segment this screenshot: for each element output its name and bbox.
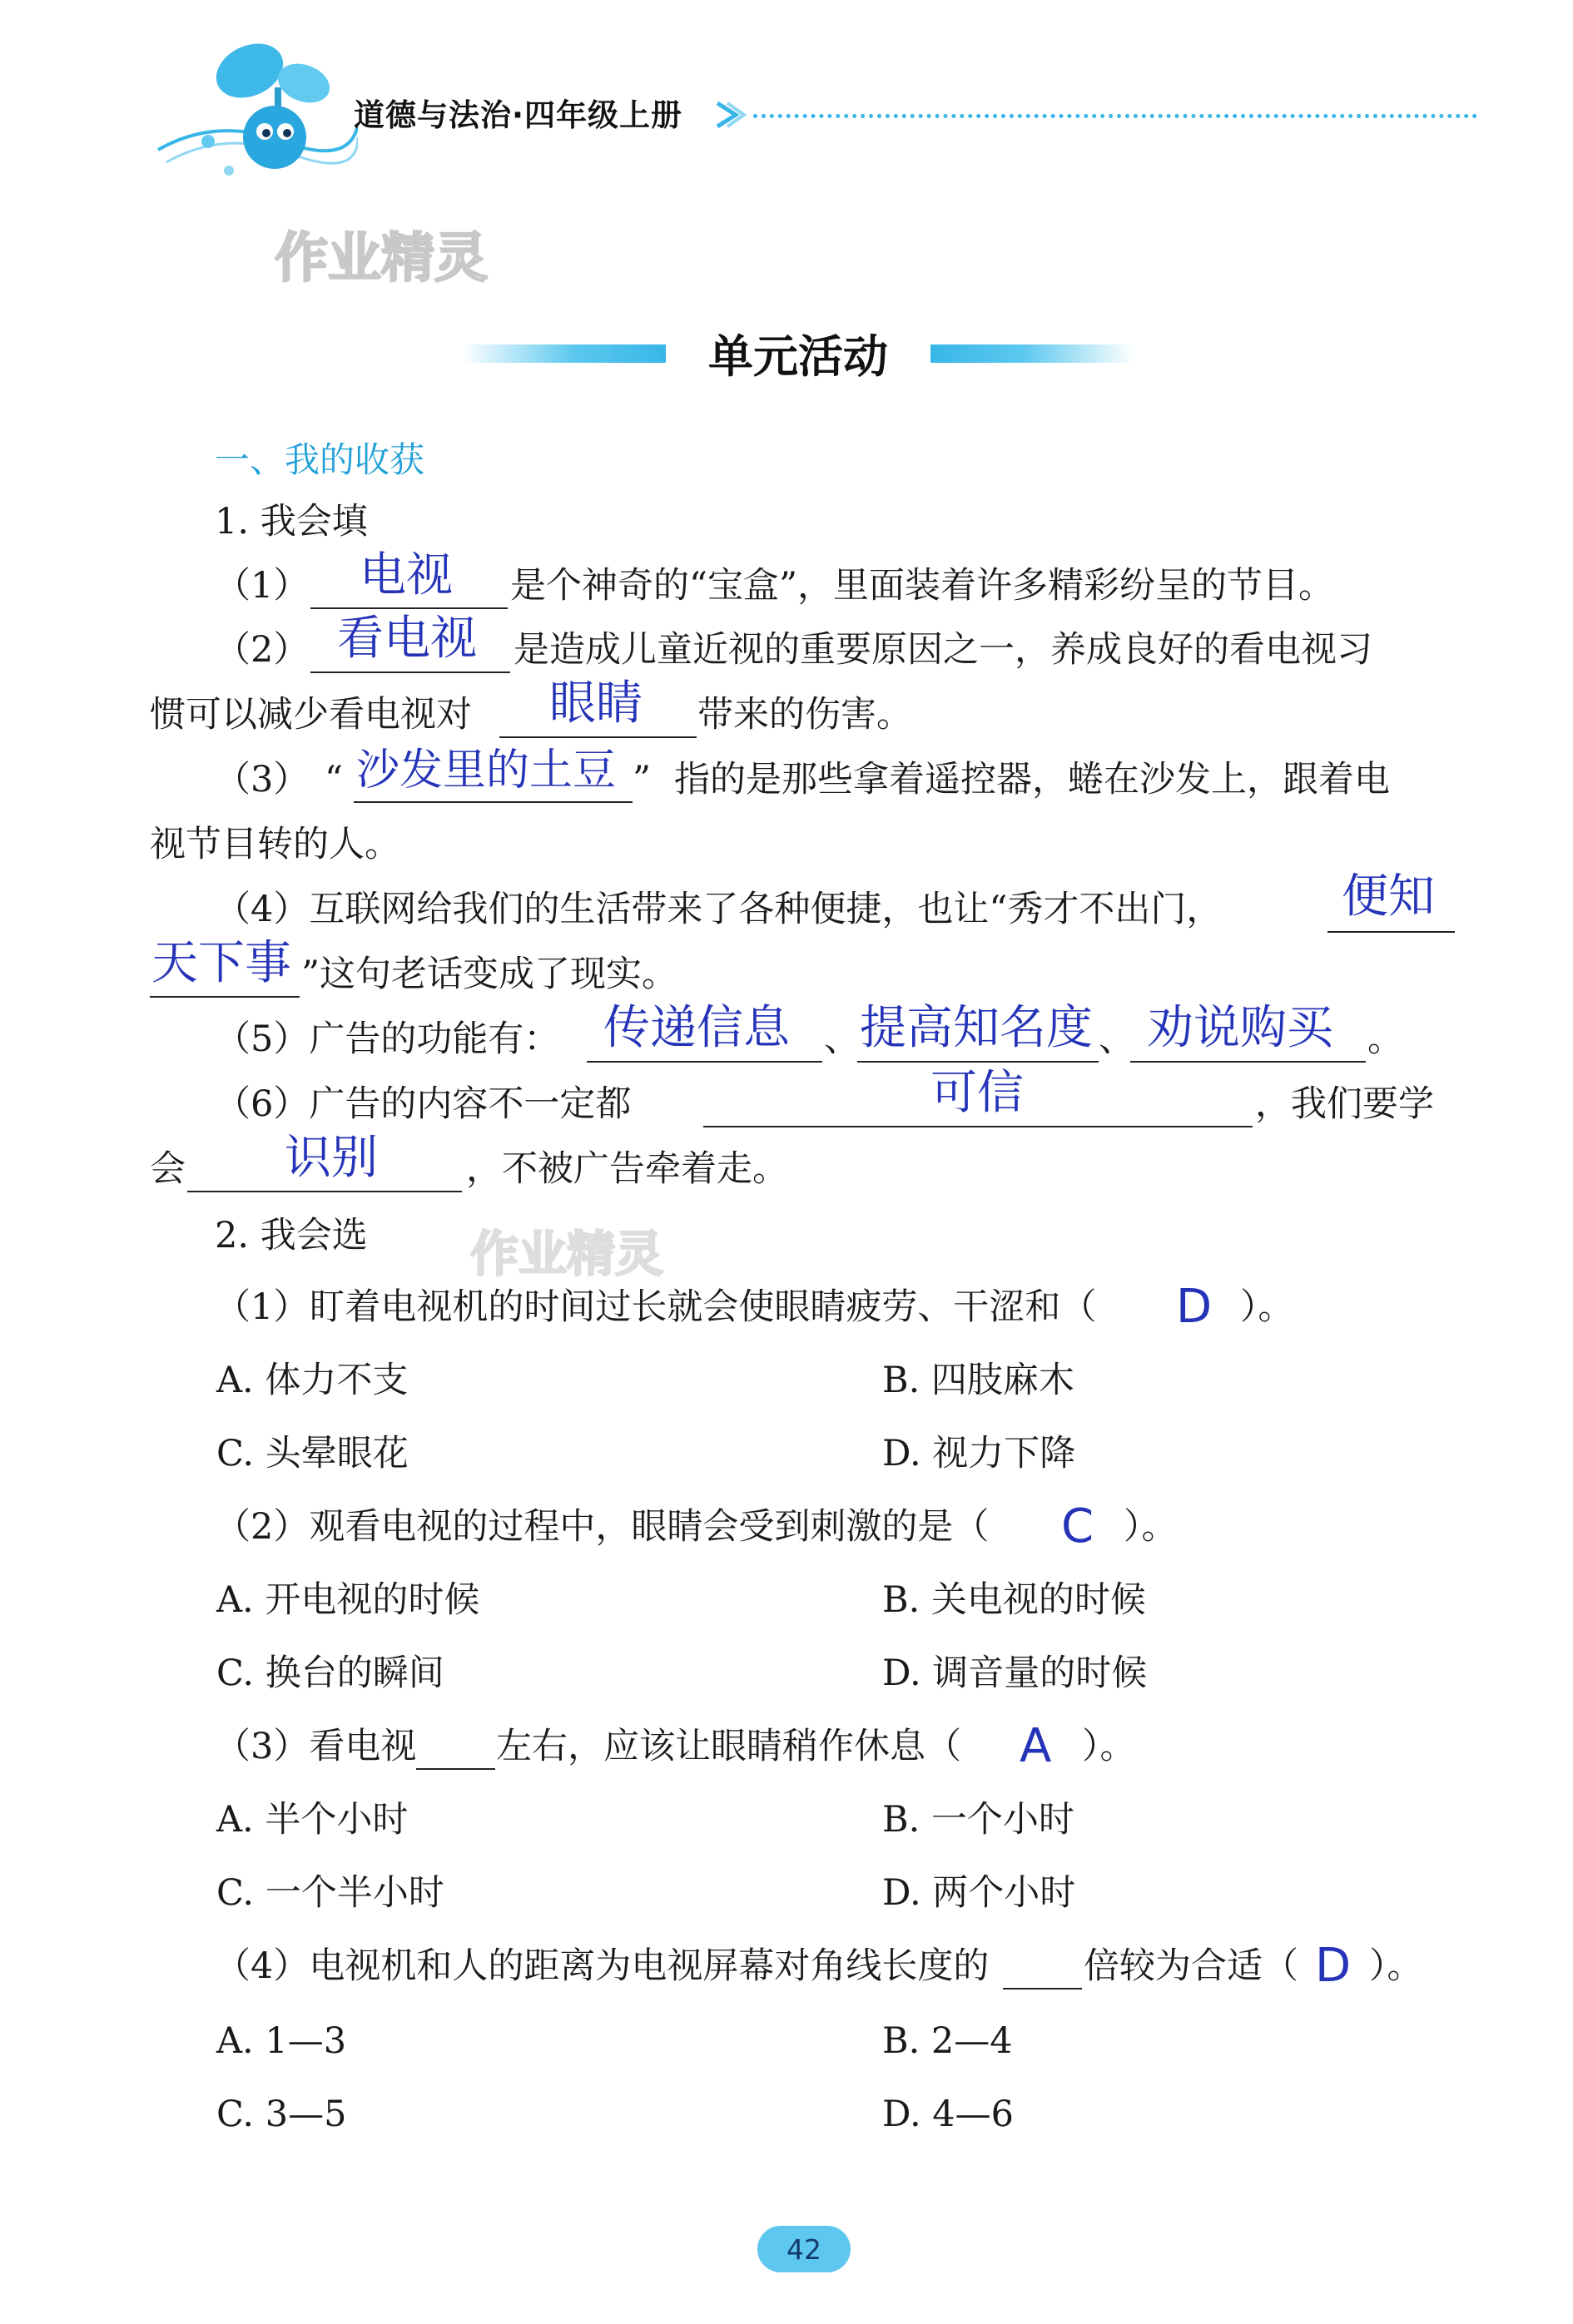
choose-q4-close: ）。 <box>1369 1945 1423 1987</box>
choose-q2-option-c: C. 换台的瞬间 <box>216 1653 444 1694</box>
subsection-title: 一、我的收获 <box>215 439 425 480</box>
fill-q4-answer-1: 便知 <box>1342 870 1435 924</box>
fill-q6-text-a: （6）广告的内容不一定都 <box>215 1083 632 1125</box>
book-title: 道德与法治·四年级上册 <box>354 97 683 133</box>
choose-q4-text-b: 倍较为合适（ <box>1084 1945 1298 1987</box>
fill-q6-answer-1: 可信 <box>930 1066 1024 1120</box>
fill-q6-text-d: ，不被广告牵着走。 <box>466 1148 788 1190</box>
fill-q1-blank <box>310 607 508 609</box>
choose-q1-answer: D <box>1176 1280 1213 1334</box>
fill-q5-blank-1 <box>587 1061 822 1063</box>
fill-q2-answer-2: 眼睛 <box>549 676 643 731</box>
svg-text:作业精灵: 作业精灵 <box>470 1226 664 1282</box>
title-bar-right <box>930 344 1134 363</box>
fill-q4-text-a: （4）互联网给我们的生活带来了各种便捷，也让“秀才不出门， <box>215 889 1223 930</box>
choose-q1-option-a: A. 体力不支 <box>216 1360 409 1401</box>
fill-q6-text-b: ，我们要学 <box>1255 1083 1434 1125</box>
choose-q1-option-b: B. 四肢麻木 <box>882 1360 1074 1401</box>
choose-q1-option-c: C. 头晕眼花 <box>216 1433 409 1474</box>
choose-q1-close: ）。 <box>1240 1286 1294 1328</box>
choose-q2-option-d: D. 调音量的时候 <box>882 1653 1148 1694</box>
fill-q3-text-a: 指的是那些拿着遥控器，蜷在沙发上，跟着电 <box>674 759 1390 800</box>
choose-q4-option-d: D. 4—6 <box>882 2094 1014 2135</box>
fill-q6-blank-2 <box>187 1191 462 1192</box>
choose-heading: 2. 我会选 <box>215 1215 368 1256</box>
fill-q2-blank-2 <box>499 736 697 738</box>
page-number-badge <box>757 2226 851 2272</box>
fill-heading: 1. 我会填 <box>215 501 368 543</box>
choose-q3-text-b: 左右，应该让眼睛稍作休息（ <box>496 1726 961 1767</box>
sprout-mascot-icon <box>150 25 358 183</box>
choose-q2-answer: C <box>1061 1499 1094 1553</box>
fill-q2-answer-1: 看电视 <box>337 612 477 666</box>
fill-q5-text: （5）广告的功能有： <box>215 1018 560 1060</box>
choose-q4-text-a: （4）电视机和人的距离为电视屏幕对角线长度的 <box>215 1945 990 1987</box>
choose-q4-answer: D <box>1315 1939 1352 1993</box>
choose-q4-blank <box>1003 1988 1082 1990</box>
fill-q5-answer-2: 提高知名度 <box>860 1001 1093 1055</box>
choose-q2-close: ）。 <box>1124 1506 1178 1548</box>
choose-q3-option-b: B. 一个小时 <box>882 1799 1074 1841</box>
choose-q1-option-d: D. 视力下降 <box>882 1433 1076 1474</box>
fill-q5-answer-1: 传递信息 <box>603 1001 790 1055</box>
title-bar-left <box>462 344 666 363</box>
choose-q3-option-c: C. 一个半小时 <box>216 1872 444 1914</box>
fill-q2-text-a: 是造成儿童近视的重要原因之一，养成良好的看电视习 <box>514 629 1372 671</box>
choose-q3-option-d: D. 两个小时 <box>882 1872 1076 1914</box>
choose-q4-option-b: B. 2—4 <box>882 2020 1013 2062</box>
fill-q2-text-c: 带来的伤害。 <box>697 694 912 736</box>
watermark-logo <box>275 225 491 291</box>
fill-q2-text-b: 惯可以减少看电视对 <box>150 694 472 736</box>
fill-q2-number: （2） <box>215 629 310 671</box>
fill-q6-answer-2: 识别 <box>285 1131 378 1185</box>
fill-q5-separator: 、 <box>1099 1018 1134 1060</box>
arrow-right-icon <box>714 98 747 131</box>
fill-q4-blank-1 <box>1327 931 1455 933</box>
fill-q4-blank-2 <box>150 996 300 998</box>
fill-q5-blank-3 <box>1130 1061 1366 1063</box>
watermark-logo <box>470 1219 703 1286</box>
fill-q5-end: 。 <box>1367 1018 1403 1060</box>
fill-q6-text-c: 会 <box>150 1148 186 1190</box>
fill-q3-blank <box>354 801 633 803</box>
choose-q2-option-b: B. 关电视的时候 <box>882 1579 1146 1621</box>
fill-q3-open-quote: “ <box>325 759 343 800</box>
choose-q3-close: ）。 <box>1082 1726 1136 1767</box>
choose-q3-text-a: （3）看电视 <box>215 1726 417 1767</box>
fill-q3-text-b: 视节目转的人。 <box>150 824 400 865</box>
fill-q5-answer-3: 劝说购买 <box>1147 1001 1333 1055</box>
section-title: 单元活动 <box>708 330 888 383</box>
choose-q3-option-a: A. 半个小时 <box>216 1799 409 1841</box>
fill-q1-number: （1） <box>215 565 310 607</box>
fill-q3-number: （3） <box>215 759 310 800</box>
choose-q1-text: （1）盯着电视机的时间过长就会使眼睛疲劳、干涩和（ <box>215 1286 1097 1328</box>
page-number: 42 <box>786 2232 821 2266</box>
fill-q3-answer: 沙发里的土豆 <box>356 746 617 795</box>
fill-q6-blank-1 <box>703 1126 1253 1127</box>
choose-q2-text: （2）观看电视的过程中，眼睛会受到刺激的是（ <box>215 1506 990 1548</box>
choose-q3-answer: A <box>1020 1719 1052 1773</box>
fill-q5-blank-2 <box>857 1061 1099 1063</box>
fill-q1-answer: 电视 <box>360 548 453 602</box>
choose-q3-blank <box>416 1768 495 1770</box>
fill-q2-blank-1 <box>310 671 510 673</box>
fill-q3-close-quote: ” <box>633 759 651 800</box>
choose-q4-option-a: A. 1—3 <box>216 2020 347 2062</box>
choose-q2-option-a: A. 开电视的时候 <box>216 1579 480 1621</box>
fill-q4-answer-2: 天下事 <box>151 936 291 990</box>
fill-q1-text: 是个神奇的“宝盒”，里面装着许多精彩纷呈的节目。 <box>510 565 1334 607</box>
svg-text:作业精灵: 作业精灵 <box>275 228 488 290</box>
fill-q4-text-b: ”这句老话变成了现实。 <box>301 954 677 995</box>
choose-q4-option-c: C. 3—5 <box>216 2094 347 2135</box>
fill-q5-separator: 、 <box>824 1018 860 1060</box>
header-dotted-line <box>753 114 1477 118</box>
